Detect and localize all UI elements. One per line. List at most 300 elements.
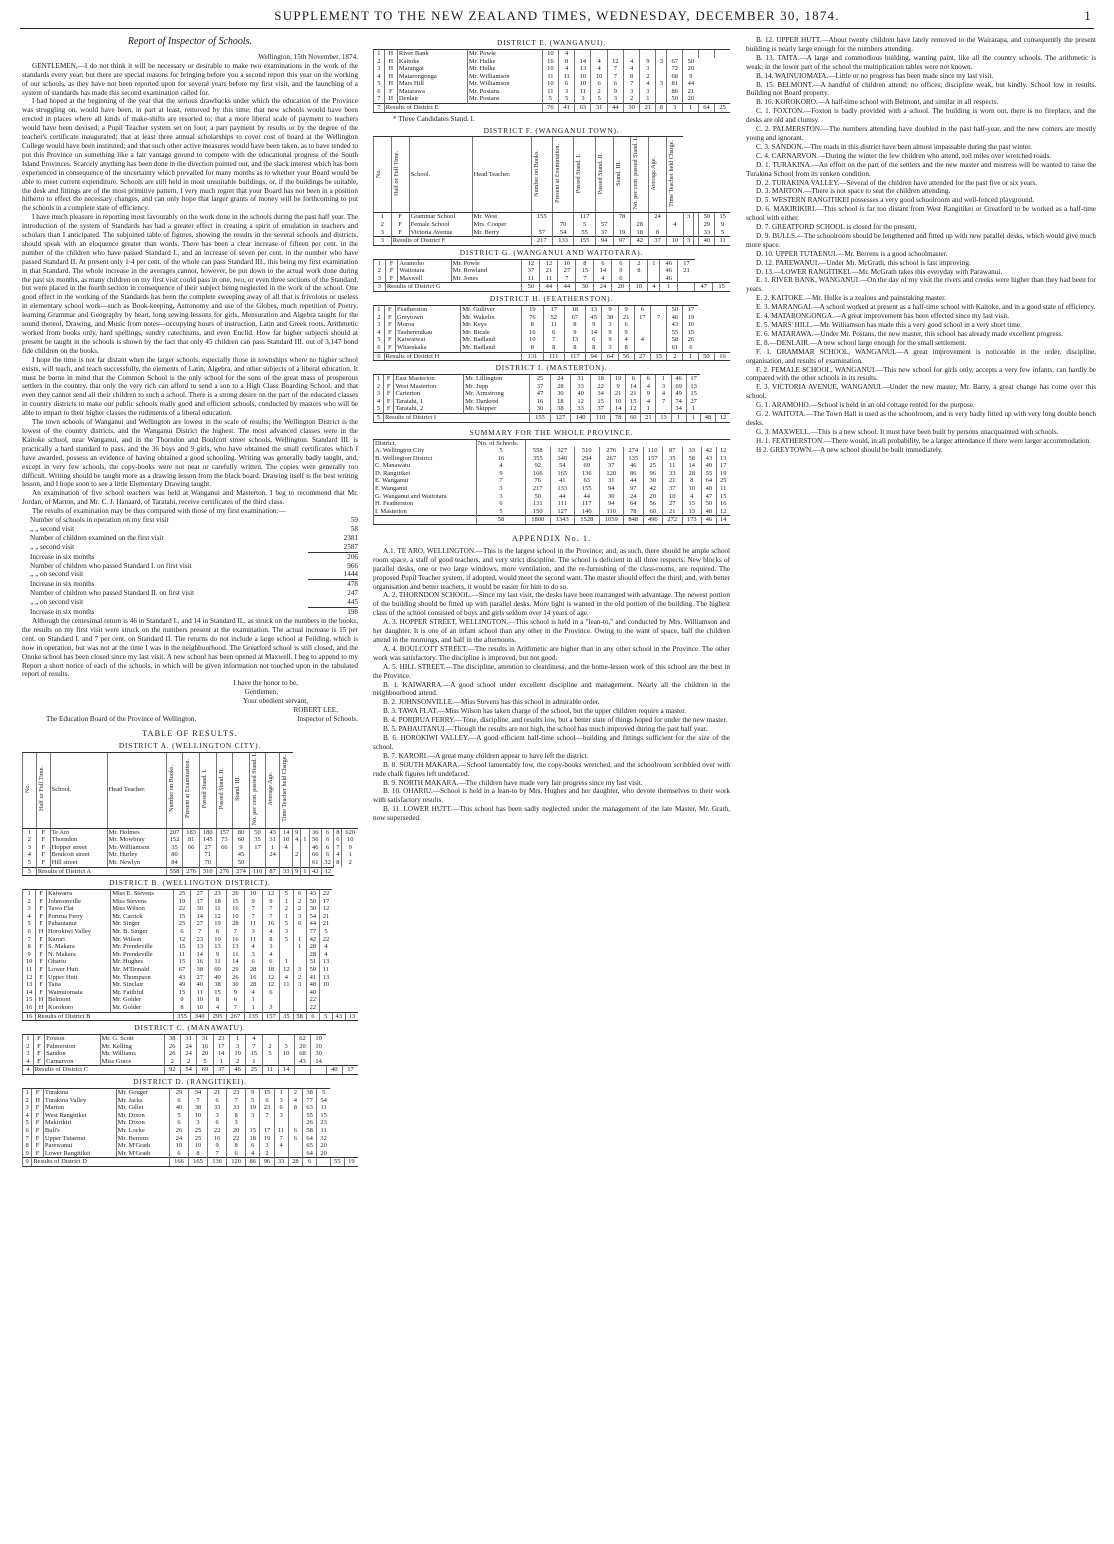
table-row bbox=[374, 329, 731, 337]
table-cell: 19 bbox=[260, 1135, 274, 1143]
table-cell: 13 bbox=[682, 508, 702, 516]
summary-title: SUMMARY FOR THE WHOLE PROVINCE. bbox=[469, 427, 634, 437]
appendix-paragraph: D. 10. UPPER TUTAENUI.—Mr. Berrens is a good schoolmaster. bbox=[756, 249, 948, 258]
table-cell: 84 bbox=[166, 859, 183, 867]
appendix-paragraph: A. 2. THORNDON SCHOOL.—Since my last visit, the desks have been rearranged with advantage. The newest portion of the building should be fitted up with parallel desks. More light is wanted in the old portion of the building. The highest class of the school consisted of boys and girls seldom over 14 years of age. bbox=[373, 591, 730, 618]
table-cell: Mr. Kelling bbox=[100, 1043, 164, 1051]
table-cell bbox=[288, 1150, 302, 1158]
table-cell: 3 bbox=[623, 88, 639, 96]
table-cell: 3 bbox=[667, 104, 683, 113]
table-cell bbox=[683, 49, 698, 57]
table-cell: 3 bbox=[640, 88, 656, 96]
table-cell: 6 bbox=[612, 275, 630, 283]
table-cell: 30 bbox=[643, 477, 663, 485]
table-cell: Mr. Bicale bbox=[461, 329, 522, 337]
table-cell: 18 bbox=[591, 375, 611, 383]
masthead-title: SUPPLEMENT TO THE NEW ZEALAND TIMES, WEDNESDAY, DECEMBER 30, 1874. bbox=[274, 8, 840, 23]
table-cell: 3 bbox=[260, 1142, 274, 1150]
table-row bbox=[374, 508, 731, 516]
table-cell: F bbox=[383, 390, 394, 398]
table-cell: 22 bbox=[227, 1135, 246, 1143]
report-paragraph: I hope the time is not far distant when the larger schools, especially those in townships where no higher school exists, will teach, and teach successfully, the elements of Latin, Algebra, and other subjects of a liberal education. It must be borne in mind that the Common School is the only school for the sons of the great mass of prosperous settlers in the country, that only the very rich can afford to send a son to a High Class Boarding School, and that even they cannot send all their children to such a school. There is a strong desire on the part of the educated classes in country districts to make our public schools really good and efficient schools, conducted by masters who will be able to impart to their higher classes the rudiments of a liberal education. bbox=[22, 355, 358, 418]
table-cell: 6 bbox=[334, 836, 342, 844]
table-cell bbox=[648, 275, 660, 283]
table-cell: 81 bbox=[183, 836, 200, 844]
table-cell: 1 bbox=[246, 1058, 262, 1066]
table-cell: 9 bbox=[209, 951, 227, 959]
table-cell: 62 bbox=[294, 1035, 310, 1043]
stat-row: Number of children who passed Standard I. on first visit 966 bbox=[30, 561, 358, 570]
appendix-paragraph: A. 5. HILL STREET.—The discipline, attention to cleanliness, and the home-lesson work of this school are the best in the Province. bbox=[373, 662, 730, 680]
appendix-paragraph: B. 14. WAINUIOMATA.—Little or no progress has been made since my last visit. bbox=[756, 71, 994, 80]
table-cell: 165 bbox=[550, 470, 575, 478]
table-row bbox=[23, 958, 359, 966]
table-cell: 9 bbox=[612, 267, 630, 275]
table-cell: 23 bbox=[213, 1035, 229, 1043]
table-cell: 15 bbox=[713, 283, 730, 292]
table-cell: 2 bbox=[229, 1058, 245, 1066]
signoff-line: Gentlemen, bbox=[244, 688, 278, 697]
table-cell: Korokoro bbox=[46, 1004, 110, 1012]
table-cell bbox=[650, 305, 666, 313]
table-cell: 6 bbox=[321, 836, 333, 844]
signoff-line: Your obedient servant, bbox=[243, 697, 308, 706]
table-cell: 180 bbox=[199, 828, 216, 836]
table-cell: 46 bbox=[660, 267, 678, 275]
table-cell bbox=[249, 851, 265, 859]
table-cell: 1 bbox=[274, 1088, 288, 1096]
table-cell: 50 bbox=[526, 493, 551, 501]
table-cell: 5 bbox=[374, 414, 384, 423]
table-cell: 10 bbox=[311, 1035, 326, 1043]
table-row bbox=[374, 275, 731, 283]
table-cell: 94 bbox=[599, 500, 624, 508]
table-cell: 2 bbox=[288, 1088, 302, 1096]
table-cell: 9 bbox=[641, 390, 656, 398]
table-cell: 74 bbox=[671, 398, 686, 406]
table-cell: 47 bbox=[695, 283, 713, 292]
table-cell: 46 bbox=[671, 375, 686, 383]
table-cell: 21 bbox=[626, 390, 641, 398]
table-cell: 97 bbox=[624, 485, 644, 493]
table-cell: 11 bbox=[542, 88, 558, 96]
table-cell bbox=[293, 844, 301, 852]
table-cell: 6 bbox=[594, 259, 612, 267]
table-cell: Mr. Postans bbox=[467, 95, 542, 103]
appendix-paragraph: A. 4. BOULCOTT STREET.—The results in Arithmetic are higher than in any other school in the Province. The other work was satisfactory. The discipline is improved, but not good. bbox=[373, 644, 730, 662]
table-cell: 5 bbox=[574, 221, 595, 229]
table-cell bbox=[650, 329, 666, 337]
table-cell: 26 bbox=[683, 336, 698, 344]
appendix-paragraph: B. 11. LOWER HUTT.—This school has been sadly neglected under the management of the late Master, Mr. Grath, now superseded. bbox=[373, 805, 730, 823]
table-cell: 15 bbox=[626, 398, 641, 406]
table-cell: F bbox=[36, 913, 47, 921]
table-cell: Miss Stevens bbox=[111, 898, 173, 906]
table-cell: 6 bbox=[558, 80, 574, 88]
table-cell: 20 bbox=[612, 283, 630, 292]
table-cell: 5 bbox=[23, 1119, 32, 1127]
table-cell: 15 bbox=[715, 213, 730, 221]
table-cell bbox=[656, 73, 667, 81]
table-cell: 3 bbox=[374, 65, 385, 73]
table-row bbox=[23, 1142, 359, 1150]
table-cell: 11 bbox=[226, 951, 244, 959]
table-cell: 29 bbox=[699, 221, 715, 229]
table-row bbox=[23, 951, 359, 959]
table-cell bbox=[591, 49, 607, 57]
table-cell: 60 bbox=[233, 836, 250, 844]
table-cell bbox=[656, 88, 667, 96]
table-cell: 32 bbox=[321, 859, 333, 867]
table-row bbox=[23, 851, 359, 859]
table-cell: 3 bbox=[374, 283, 386, 292]
table-row bbox=[374, 305, 731, 313]
table-cell: F bbox=[383, 375, 394, 383]
table-cell: 136 bbox=[575, 470, 600, 478]
table-cell: 5 bbox=[542, 95, 558, 103]
table-cell: F bbox=[32, 1119, 44, 1127]
table-cell: 1 bbox=[683, 352, 698, 361]
table-cell: 60 bbox=[643, 508, 663, 516]
table-cell: 64 bbox=[702, 477, 717, 485]
table-cell: 1 bbox=[266, 844, 280, 852]
table-cell: 10 bbox=[682, 485, 702, 493]
table-row bbox=[374, 470, 731, 478]
table-cell bbox=[280, 851, 293, 859]
table-cell: Palmerston bbox=[45, 1043, 100, 1051]
table-cell: 30 bbox=[306, 905, 319, 913]
table-cell: 56 bbox=[618, 352, 634, 361]
table-cell: 3 bbox=[246, 1112, 260, 1120]
table-cell: 9 bbox=[23, 1150, 32, 1158]
table-cell: 1 bbox=[683, 104, 698, 113]
table-cell: 133 bbox=[552, 237, 573, 246]
table-cell: 5 bbox=[715, 229, 730, 237]
appendix-paragraph: H. 1. FEATHERSTON.—There would, in all probability, be a larger attendance if there were larger accommodation. bbox=[756, 436, 1092, 445]
table-cell: F bbox=[33, 1035, 44, 1043]
table-cell: Te Aro bbox=[50, 828, 107, 836]
table-cell: Johnsonville bbox=[46, 898, 110, 906]
table-cell: 4 bbox=[634, 336, 650, 344]
table-cell: 11 bbox=[575, 88, 591, 96]
table-cell: 11 bbox=[716, 485, 730, 493]
table-cell: 7 bbox=[274, 1135, 288, 1143]
table-cell: 76 bbox=[526, 477, 551, 485]
table-cell: 11 bbox=[542, 73, 558, 81]
table-cell: 1 bbox=[244, 996, 262, 1004]
table-row bbox=[374, 462, 731, 470]
table-cell: 6 bbox=[169, 1150, 188, 1158]
table-cell: 29 bbox=[169, 1088, 188, 1096]
table-cell: 55 bbox=[702, 470, 717, 478]
table-cell: Mr. Holmes bbox=[107, 828, 166, 836]
table-cell: 1 bbox=[293, 936, 306, 944]
table-cell: 41 bbox=[558, 104, 574, 113]
table-heading: TABLE OF RESULTS. bbox=[142, 728, 238, 738]
table-cell: Mr. B. Singer bbox=[111, 928, 173, 936]
table-cell: 1 bbox=[686, 414, 700, 423]
table-cell: 7 bbox=[23, 1135, 32, 1143]
table-cell: 18 bbox=[550, 398, 570, 406]
table-cell: 17 bbox=[260, 1127, 274, 1135]
table-cell: Turakina Valley bbox=[43, 1097, 116, 1105]
table-cell: F bbox=[36, 989, 47, 997]
table-cell: 2 bbox=[374, 314, 385, 322]
table-cell: 40 bbox=[699, 237, 715, 246]
appendix-paragraph: D. 7. GREATFORD SCHOOL is closed for the present. bbox=[756, 223, 917, 232]
table-row bbox=[23, 981, 359, 989]
table-cell: 65 bbox=[302, 1142, 316, 1150]
table-cell: Mr. Williamson bbox=[467, 80, 542, 88]
table-cell: 27 bbox=[558, 267, 576, 275]
table-cell: 3 bbox=[374, 229, 392, 237]
table-cell: 3 bbox=[602, 344, 618, 352]
table-cell: 21 bbox=[618, 314, 634, 322]
table-cell: 31 bbox=[570, 375, 590, 383]
table-cell: 38 bbox=[602, 314, 618, 322]
table-cell: 18 bbox=[246, 1135, 260, 1143]
table-cell: 11 bbox=[320, 966, 333, 974]
table-cell: 14 bbox=[594, 267, 612, 275]
table-cell: Mr. Williams bbox=[100, 1050, 164, 1058]
results-table-f: No. Half or Full Time. School. Head Teacher. Number on Books. Present at Examination. Passed Stand. I. Passed Stand. II. Stand. III. No. per cent. passed Stand. I. Average Age. Time Teacher held Charge. 1 F Grammar School Mr. West 155 117 78 24 3 50 15 2 F Female School Mrs. Cooper 70 5 57 28 4 29 9 3 F Victoria Avenue Mr. Berry 57 54 55 37 19 18 8 33 5 3 Results of District F 217 133 155 94 97 42 37 10 3 40 11 bbox=[373, 136, 730, 245]
table-cell: F bbox=[36, 844, 50, 852]
appendix-paragraph: E. 6. MATARAWA.—Under Mr. Postans, the new master, this school has already made excellent progress. bbox=[756, 329, 1063, 338]
table-cell: 11 bbox=[715, 237, 730, 246]
table-cell: 40 bbox=[702, 462, 717, 470]
table-cell: 16 bbox=[716, 500, 730, 508]
table-cell: 3 bbox=[558, 88, 574, 96]
table-cell: 24 bbox=[649, 213, 667, 221]
table-cell: F bbox=[384, 88, 397, 96]
table-cell: 3 bbox=[607, 95, 623, 103]
table-row bbox=[23, 928, 359, 936]
table-cell: 11 bbox=[280, 981, 293, 989]
table-cell: 16 bbox=[477, 455, 526, 463]
table-cell: 111 bbox=[550, 500, 575, 508]
table-cell: 6 bbox=[23, 1127, 32, 1135]
table-cell: 58 bbox=[302, 1127, 316, 1135]
table-row bbox=[374, 213, 731, 221]
table-cell: 8 bbox=[623, 73, 639, 81]
table-row bbox=[23, 859, 359, 867]
table-cell: 5 bbox=[558, 95, 574, 103]
report-paragraph: The results of examination may be thus compared with those of my first examination:— bbox=[32, 507, 286, 516]
report-paragraph: Although the centesimal return is 46 in Standard I., and 14 in Standard II., as struck on the numbers in the books, the results on my first visit were struck on the numbers present at the examination. The actual increase is 15 per cent. on Standard I. and 7 per cent. on Standard II. The returns do not include a large school at Feilding, which is now in operation, but was not at the time I was in the neighbourhood. The Greatford school is still closed, and the Onoke school has been closed since my last visit. A new school has been opened at Maxwell. I beg to append to my Report a short notice of each of the schools, in which will be given information not touched upon in the tabulated report of results. bbox=[22, 617, 358, 679]
table-row bbox=[374, 267, 731, 275]
table-cell: Mr. Williamson bbox=[467, 73, 542, 81]
table-cell: Boulcott street bbox=[50, 851, 107, 859]
table-cell: 2 bbox=[374, 267, 386, 275]
table-row bbox=[23, 943, 359, 951]
table-cell: 207 bbox=[166, 828, 183, 836]
table-cell: 54 bbox=[552, 229, 573, 237]
table-cell: 14 bbox=[226, 958, 244, 966]
table-cell: 17 bbox=[320, 898, 333, 906]
table-cell bbox=[666, 213, 683, 221]
table-cell: H bbox=[36, 928, 47, 936]
table-cell: F bbox=[32, 1104, 44, 1112]
table-cell: 31 bbox=[180, 1035, 196, 1043]
table-cell: 1 bbox=[648, 259, 660, 267]
table-cell: F bbox=[36, 951, 47, 959]
table-cell: 55 bbox=[302, 1112, 316, 1120]
table-cell: 21 bbox=[640, 104, 656, 113]
table-cell: 58 bbox=[293, 1012, 306, 1021]
table-cell: F bbox=[384, 321, 395, 329]
table-cell: 4 bbox=[23, 1066, 34, 1075]
table-cell: 50 bbox=[702, 500, 717, 508]
table-cell: Matarongonga bbox=[397, 73, 467, 81]
inspector-title: Inspector of Schools. bbox=[297, 714, 358, 723]
table-cell: 3 bbox=[244, 951, 262, 959]
table-cell: 21 bbox=[208, 1088, 227, 1096]
table-cell: 4 bbox=[666, 221, 683, 229]
table-cell: 3 bbox=[23, 1050, 34, 1058]
table-row bbox=[23, 1127, 359, 1135]
table-cell: 44 bbox=[607, 104, 623, 113]
table-cell: 54 bbox=[550, 462, 575, 470]
table-cell: 20 bbox=[197, 1050, 213, 1058]
table-cell: 22 bbox=[320, 936, 333, 944]
table-cell: 6 bbox=[173, 928, 191, 936]
table-cell: 5 bbox=[169, 1112, 188, 1120]
report-paragraph: GENTLEMEN,—I do not think it will be necessary or desirable to make two examinations in the work of the standards every year; but there are special reasons for bringing before you a second report this year on the working of our schools, as they have not been reported upon for several years before my first visit, and the launching of a system of standards has made this second examination called for. bbox=[22, 61, 358, 97]
table-cell: 50 bbox=[306, 898, 319, 906]
table-cell: 4 bbox=[374, 398, 384, 406]
table-cell: 5 bbox=[246, 1097, 260, 1105]
table-cell: I. Masterton bbox=[374, 508, 477, 516]
table-cell: 81 bbox=[667, 80, 683, 88]
table-cell: 3 bbox=[575, 95, 591, 103]
table-cell: F bbox=[384, 329, 395, 337]
table-cell: 9 bbox=[602, 336, 618, 344]
table-cell: 14 bbox=[716, 516, 730, 525]
table-total-row bbox=[374, 104, 731, 113]
table-cell: 19 bbox=[613, 229, 631, 237]
table-cell: 848 bbox=[624, 516, 644, 525]
table-cell: 7 bbox=[334, 844, 342, 852]
table-cell: 43 bbox=[702, 455, 717, 463]
table-cell: 72 bbox=[667, 65, 683, 73]
table-cell: Pahautanui bbox=[46, 920, 110, 928]
table-cell: 8 bbox=[173, 1004, 191, 1012]
table-cell: 27 bbox=[191, 920, 209, 928]
table-cell: 67 bbox=[173, 966, 191, 974]
table-cell: 131 bbox=[526, 500, 551, 508]
table-cell: Kaiwarra bbox=[46, 890, 110, 898]
table-cell: F bbox=[36, 851, 50, 859]
table-cell: 10 bbox=[542, 49, 558, 57]
table-cell: A. Wellington City bbox=[374, 447, 477, 455]
table-cell: 37 bbox=[663, 485, 683, 493]
table-cell: 1343 bbox=[550, 516, 575, 525]
table-cell: 1 bbox=[229, 1035, 245, 1043]
table-cell: 6 bbox=[169, 1097, 188, 1105]
table-cell: 9 bbox=[715, 221, 730, 229]
table-cell: 3 bbox=[374, 321, 385, 329]
table-cell: 4 bbox=[623, 65, 639, 73]
table-cell bbox=[280, 1004, 293, 1012]
report-dateline: Wellington, 15th November, 1874. bbox=[258, 52, 358, 61]
table-cell: Mr. Badland bbox=[461, 336, 522, 344]
table-cell: 166 bbox=[169, 1158, 188, 1167]
table-cell: 67 bbox=[564, 314, 585, 322]
table-cell: Moroa bbox=[395, 321, 460, 329]
table-cell: 4 bbox=[682, 493, 702, 501]
table-cell: 61 bbox=[667, 344, 683, 352]
table-cell: 14 bbox=[191, 951, 209, 959]
table-cell bbox=[595, 213, 613, 221]
table-cell: Mr. Jupp bbox=[464, 383, 530, 391]
table-cell bbox=[288, 1112, 302, 1120]
table-cell bbox=[623, 49, 639, 57]
table-cell: 40 bbox=[326, 1066, 342, 1075]
table-cell: 44 bbox=[550, 493, 575, 501]
table-cell: 10 bbox=[575, 73, 591, 81]
table-cell: 24 bbox=[594, 283, 612, 292]
table-cell: 5 bbox=[477, 447, 526, 455]
table-cell: 66 bbox=[216, 844, 233, 852]
table-cell: 6 bbox=[246, 1142, 260, 1150]
table-cell bbox=[280, 996, 293, 1004]
table-cell: 70 bbox=[199, 859, 216, 867]
table-cell: F bbox=[385, 259, 398, 267]
table-cell: 8 bbox=[334, 828, 342, 836]
table-cell: 17 bbox=[716, 462, 730, 470]
table-cell bbox=[293, 989, 306, 997]
table-cell: 6 bbox=[641, 375, 656, 383]
table-cell: 36 bbox=[309, 828, 321, 836]
table-cell: Aramoho bbox=[398, 259, 451, 267]
table-row bbox=[23, 898, 359, 906]
table-cell: 26 bbox=[164, 1043, 180, 1051]
table-cell bbox=[634, 321, 650, 329]
table-cell: Mr. Dankred bbox=[464, 398, 530, 406]
table-cell: 8 bbox=[227, 1142, 246, 1150]
table-cell: Mr. Hughes bbox=[111, 958, 173, 966]
table-cell: 272 bbox=[663, 516, 683, 525]
table-cell: Parewanui bbox=[43, 1142, 116, 1150]
table-cell: 2 bbox=[591, 88, 607, 96]
table-cell: 6 bbox=[374, 88, 385, 96]
table-cell: Results of District B bbox=[36, 1012, 173, 1021]
table-cell: F bbox=[383, 398, 394, 406]
table-cell: 10 bbox=[23, 958, 36, 966]
appendix-paragraph: E. 5. MARS' HILL.—Mr. Williamson has made this a very good school in a very short time. bbox=[756, 321, 1022, 329]
table-cell: Sandon bbox=[45, 1050, 100, 1058]
table-cell: 10 bbox=[558, 259, 576, 267]
table-cell: 8 bbox=[188, 1150, 207, 1158]
table-cell: Mr. Prendeville bbox=[111, 943, 173, 951]
table-cell: 20 bbox=[643, 493, 663, 501]
table-cell: 3 bbox=[656, 58, 667, 66]
appendix-paragraph: A. 3. HOPPER STREET, WELLINGTON.—This school is held in a "lean-to," and conducted by Mrs. Williamson and her daughter. It is one of an infant school than any other in the Province. Owing to the want of space, half the children attend in the mornings, and half in the afternoons. bbox=[373, 618, 730, 644]
table-cell: 110 bbox=[599, 508, 624, 516]
table-cell: 40 bbox=[209, 974, 227, 982]
table-cell: 1 bbox=[213, 1058, 229, 1066]
table-cell: 21 bbox=[641, 414, 656, 423]
table-cell: 28 bbox=[550, 383, 570, 391]
table-cell bbox=[678, 283, 695, 292]
table-cell: 33 bbox=[208, 1104, 227, 1112]
table-cell bbox=[320, 996, 333, 1004]
table-cell: 12 bbox=[173, 936, 191, 944]
table-cell: 19 bbox=[683, 314, 698, 322]
table-cell: 17 bbox=[678, 259, 695, 267]
table-row bbox=[23, 989, 359, 997]
table-cell: F bbox=[391, 221, 409, 229]
